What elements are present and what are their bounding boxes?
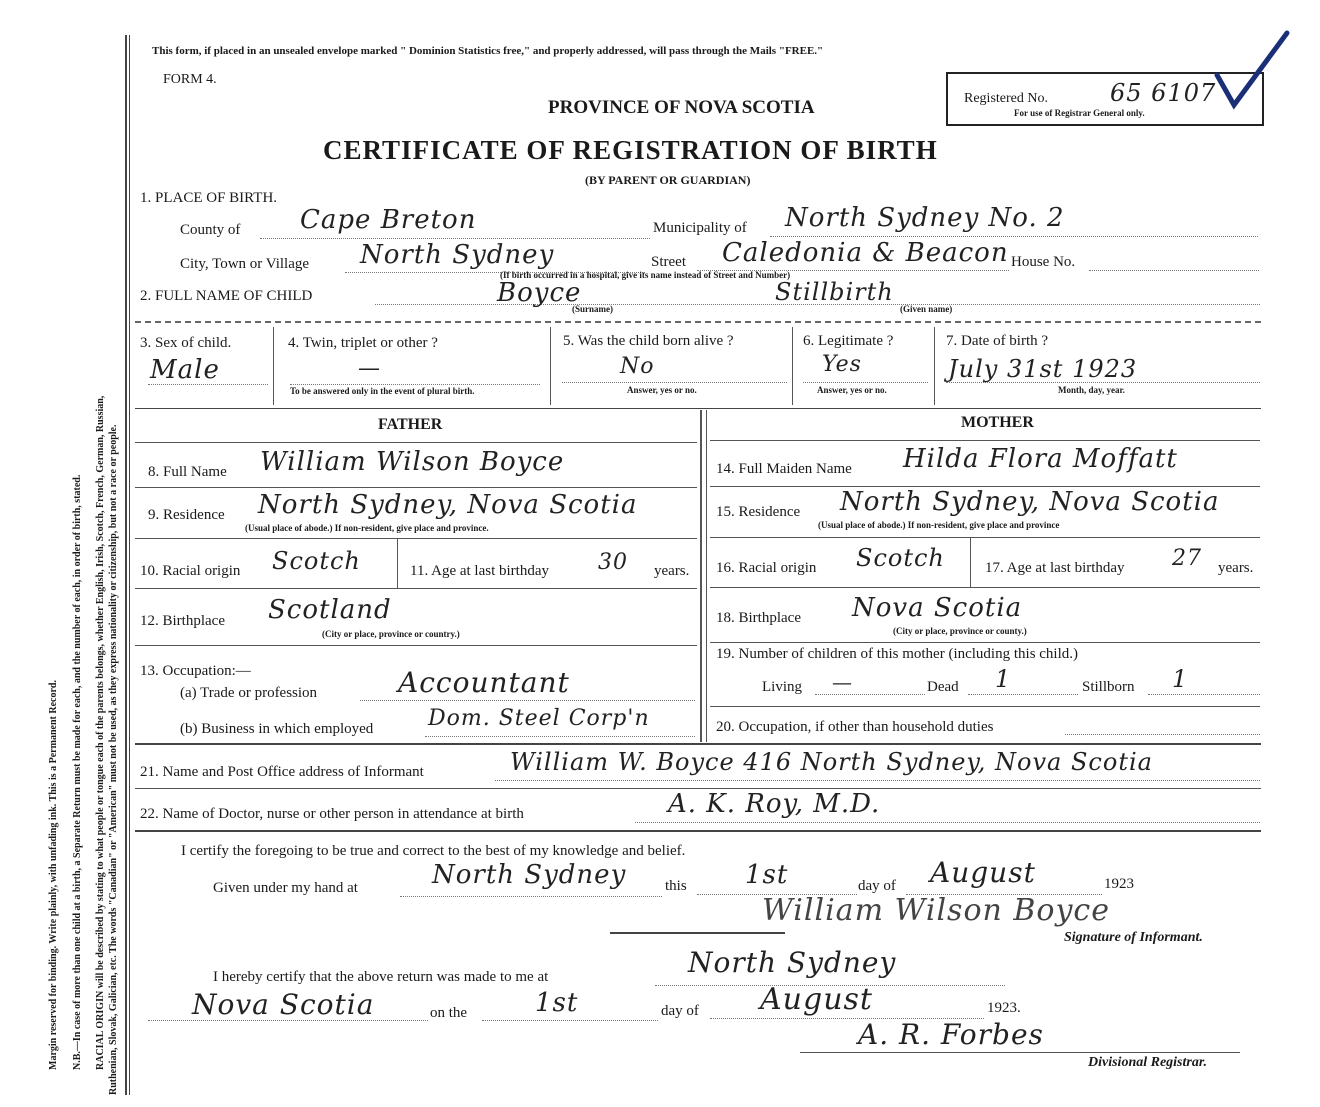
twin-label: 4. Twin, triplet or other ?: [288, 335, 438, 351]
father-occupation-label: 13. Occupation:—: [140, 663, 251, 679]
mother-birthplace-label: 18. Birthplace: [716, 610, 801, 626]
mother-occupation-label: 20. Occupation, if other than household duties: [716, 719, 994, 735]
registrar-place-value: North Sydney: [688, 946, 897, 979]
street-label: Street: [651, 254, 686, 270]
street-value: Caledonia & Beacon: [722, 238, 1009, 268]
living-label: Living: [762, 679, 802, 695]
child-name-label: 2. FULL NAME OF CHILD: [140, 288, 313, 304]
children-count-label: 19. Number of children of this mother (including this child.): [716, 646, 1079, 662]
father-age-label: 11. Age at last birthday: [410, 563, 549, 579]
registered-number: 65 6107: [1110, 79, 1217, 107]
registrar-dayof-label: day of: [661, 1003, 699, 1019]
certificate-subtitle: (BY PARENT OR GUARDIAN): [585, 173, 751, 187]
father-age-value: 30: [598, 550, 628, 575]
mother-age-value: 27: [1172, 546, 1202, 571]
stillborn-value: 1: [1172, 665, 1189, 693]
mother-years: years.: [1218, 560, 1254, 576]
certify-month-value: August: [930, 856, 1036, 889]
municipality-label: Municipality of: [653, 220, 747, 236]
father-name-value: William Wilson Boyce: [260, 447, 565, 477]
living-value: —: [832, 670, 853, 694]
margin-note-1: Margin reserved for binding. Write plainly, with unfading ink. This is a Permanent Record.: [48, 680, 59, 1070]
city-value: North Sydney: [360, 240, 555, 270]
mailing-notice: This form, if placed in an unsealed envelope marked " Dominion Statistics free," and properly addressed, will pass through the Mails "FREE.": [152, 45, 824, 57]
father-name-label: 8. Full Name: [148, 464, 227, 480]
registrar-caption: Divisional Registrar.: [1088, 1055, 1208, 1070]
dead-value: 1: [995, 665, 1012, 693]
father-birthplace-note: (City or place, province or country.): [322, 629, 460, 639]
father-racial-label: 10. Racial origin: [140, 563, 241, 579]
registrar-onthe-label: on the: [430, 1005, 468, 1021]
doctor-value: A. K. Roy, M.D.: [668, 789, 881, 819]
mother-residence-label: 15. Residence: [716, 504, 801, 520]
legitimate-value: Yes: [822, 352, 862, 377]
father-residence-value: North Sydney, Nova Scotia: [258, 490, 638, 520]
certify-text: I certify the foregoing to be true and correct to the best of my knowledge and belief.: [181, 843, 686, 859]
given-name-caption: (Given name): [900, 304, 953, 314]
certificate-title: CERTIFICATE OF REGISTRATION OF BIRTH: [323, 135, 938, 165]
trade-value: Accountant: [398, 666, 570, 699]
father-heading: FATHER: [378, 416, 443, 433]
sex-value: Male: [150, 355, 220, 385]
signature-caption: Signature of Informant.: [1064, 930, 1203, 945]
registrar-province-value: Nova Scotia: [192, 988, 375, 1021]
registrar-text: I hereby certify that the above return was made to me at: [213, 969, 549, 985]
mother-racial-label: 16. Racial origin: [716, 560, 817, 576]
given-under-label: Given under my hand at: [213, 880, 358, 896]
trade-label: (a) Trade or profession: [180, 685, 318, 701]
twin-note: To be answered only in the event of plural birth.: [290, 386, 475, 396]
dead-label: Dead: [927, 679, 959, 695]
business-label: (b) Business in which employed: [180, 721, 374, 737]
registrar-year-value: 1923.: [987, 1000, 1021, 1016]
registrar-month-value: August: [760, 982, 873, 1017]
sex-label: 3. Sex of child.: [140, 335, 232, 351]
dob-value: July 31st 1923: [948, 355, 1138, 383]
informant-signature: William Wilson Boyce: [762, 893, 1110, 928]
father-birthplace-label: 12. Birthplace: [140, 613, 225, 629]
registered-label: Registered No.: [964, 91, 1048, 106]
place-heading: 1. PLACE OF BIRTH.: [140, 190, 278, 206]
margin-note-2: N.B.—In case of more than one child at a birth, a Separate Return must be made for each, and the number of each, in order of birth, stated.: [72, 474, 83, 1070]
alive-note: Answer, yes or no.: [627, 385, 697, 395]
father-racial-value: Scotch: [272, 547, 361, 575]
informant-label: 21. Name and Post Office address of Informant: [140, 764, 424, 780]
legitimate-note: Answer, yes or no.: [817, 385, 887, 395]
given-place-value: North Sydney: [432, 860, 627, 890]
form-number: FORM 4.: [163, 72, 217, 87]
informant-value: William W. Boyce 416 North Sydney, Nova Scotia: [510, 748, 1153, 776]
dob-note: Month, day, year.: [1058, 385, 1125, 395]
alive-label: 5. Was the child born alive ?: [563, 333, 734, 349]
county-value: Cape Breton: [300, 205, 477, 235]
dob-label: 7. Date of birth ?: [946, 333, 1049, 349]
father-birthplace-value: Scotland: [268, 595, 392, 625]
twin-value: —: [358, 356, 381, 381]
mother-name-value: Hilda Flora Moffatt: [903, 444, 1178, 474]
mother-residence-value: North Sydney, Nova Scotia: [840, 487, 1220, 517]
mother-name-label: 14. Full Maiden Name: [716, 461, 852, 477]
mother-age-label: 17. Age at last birthday: [985, 560, 1125, 576]
this-label: this: [665, 878, 687, 894]
registrar-day-value: 1st: [535, 988, 579, 1018]
legitimate-label: 6. Legitimate ?: [803, 333, 894, 349]
house-label: House No.: [1011, 254, 1076, 270]
registrar-signature: A. R. Forbes: [858, 1018, 1044, 1051]
mother-birthplace-value: Nova Scotia: [852, 593, 1023, 623]
father-residence-label: 9. Residence: [148, 507, 225, 523]
municipality-value: North Sydney No. 2: [785, 203, 1065, 233]
father-residence-note: (Usual place of abode.) If non-resident, give place and province.: [245, 523, 489, 533]
mother-birthplace-note: (City or place, province or county.): [893, 626, 1027, 636]
surname-value: Boyce: [497, 278, 582, 308]
given-name-value: Stillbirth: [775, 278, 894, 306]
county-label: County of: [180, 222, 241, 238]
hospital-note: (If birth occurred in a hospital, give its name instead of Street and Number): [500, 270, 791, 280]
checkmark-icon: [1212, 30, 1292, 110]
registrar-use-note: For use of Registrar General only.: [1014, 108, 1145, 118]
alive-value: No: [620, 354, 655, 379]
mother-residence-note: (Usual place of abode.) If non-resident, give place and province: [818, 520, 1060, 530]
doctor-label: 22. Name of Doctor, nurse or other person in attendance at birth: [140, 806, 524, 822]
certify-dayof-label: day of: [858, 878, 896, 894]
province-heading: PROVINCE OF NOVA SCOTIA: [548, 97, 815, 118]
business-value: Dom. Steel Corp'n: [428, 706, 650, 731]
city-label: City, Town or Village: [180, 256, 310, 272]
margin-note-4: Ruthenian, Slovak, Galician, etc. The words "Canadian" or "American" must not be used, as they express nationality or citizenship, but not a race or people.: [108, 424, 119, 1095]
surname-caption: (Surname): [572, 304, 613, 314]
certify-day-value: 1st: [745, 860, 789, 890]
margin-note-3: RACIAL ORIGIN will be described by stating to what people or tongue each of the parents belongs, whether English, Irish, Scotch, French, German, Russian,: [95, 395, 106, 1070]
stillborn-label: Stillborn: [1082, 679, 1135, 695]
mother-heading: MOTHER: [961, 414, 1034, 431]
mother-racial-value: Scotch: [856, 544, 945, 572]
certify-year-value: 1923: [1104, 876, 1134, 892]
father-years: years.: [654, 563, 690, 579]
